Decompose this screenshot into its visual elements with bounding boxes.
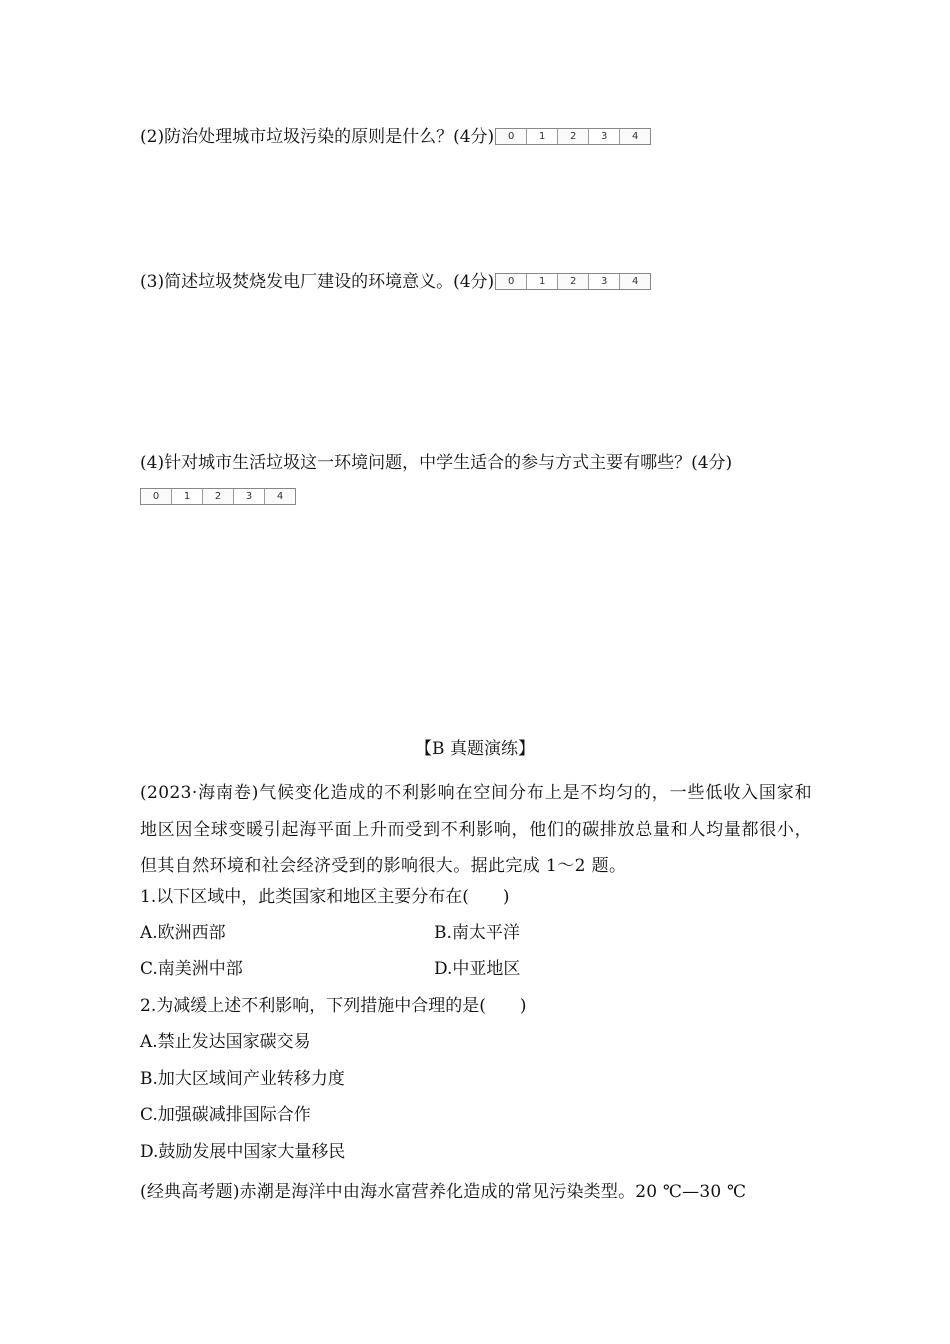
question-4 <box>140 452 732 474</box>
question-2-text: (2)防治处理城市垃圾污染的原则是什么？(4分) <box>140 127 495 147</box>
mc2-option-d: D.鼓励发展中国家大量移民 <box>140 1142 346 1162</box>
score-box <box>495 273 651 290</box>
score-cell-4[interactable]: 4 <box>264 489 295 504</box>
mc2-option-c: C.加强碳减排国际合作 <box>140 1105 311 1125</box>
score-cell-2[interactable]: 2 <box>202 489 233 504</box>
question-4-text: (4)针对城市生活垃圾这一环境问题，中学生适合的参与方式主要有哪些？(4分) <box>140 453 733 473</box>
mc1-stem: 1.以下区域中，此类国家和地区主要分布在( ) <box>140 887 510 907</box>
passage: (2023·海南卷)气候变化造成的不利影响在空间分布上是不均匀的，一些低收入国家和地区因全球变暖引起海平面上升而受到不利影响，他们的碳排放总量和人均量都很小，但其自然环境和社会经济受到的影响很大。据此完成 1～2 题。 <box>140 783 812 876</box>
question-4-score-row <box>140 486 296 508</box>
score-cell-0[interactable]: 0 <box>496 129 526 144</box>
score-cell-3[interactable]: 3 <box>588 274 619 289</box>
score-cell-0[interactable]: 0 <box>496 274 526 289</box>
question-2 <box>140 126 651 148</box>
mc1-option-d: D.中亚地区 <box>434 959 521 979</box>
score-cell-4[interactable]: 4 <box>619 274 650 289</box>
score-cell-1[interactable]: 1 <box>526 274 557 289</box>
mc2-option-a: A.禁止发达国家碳交易 <box>140 1032 311 1052</box>
score-cell-3[interactable]: 3 <box>588 129 619 144</box>
mc2-stem: 2.为减缓上述不利影响，下列措施中合理的是( ) <box>140 996 527 1016</box>
score-cell-1[interactable]: 1 <box>171 489 202 504</box>
section-title: 【B 真题演练】 <box>415 739 535 759</box>
score-cell-2[interactable]: 2 <box>557 274 588 289</box>
score-cell-3[interactable]: 3 <box>233 489 264 504</box>
score-box <box>495 128 651 145</box>
next-passage: (经典高考题)赤潮是海洋中由海水富营养化造成的常见污染类型。20 ℃—30 ℃ <box>140 1182 747 1202</box>
score-cell-2[interactable]: 2 <box>557 129 588 144</box>
question-3 <box>140 271 651 293</box>
score-box <box>140 488 296 505</box>
score-cell-1[interactable]: 1 <box>526 129 557 144</box>
score-cell-0[interactable]: 0 <box>141 489 171 504</box>
mc1-option-c: C.南美洲中部 <box>140 959 243 979</box>
mc1-option-a: A.欧洲西部 <box>140 923 226 943</box>
score-cell-4[interactable]: 4 <box>619 129 650 144</box>
mc1-option-b: B.南太平洋 <box>434 923 520 943</box>
mc2-option-b: B.加大区域间产业转移力度 <box>140 1069 345 1089</box>
question-3-text: (3)简述垃圾焚烧发电厂建设的环境意义。(4分) <box>140 272 495 292</box>
